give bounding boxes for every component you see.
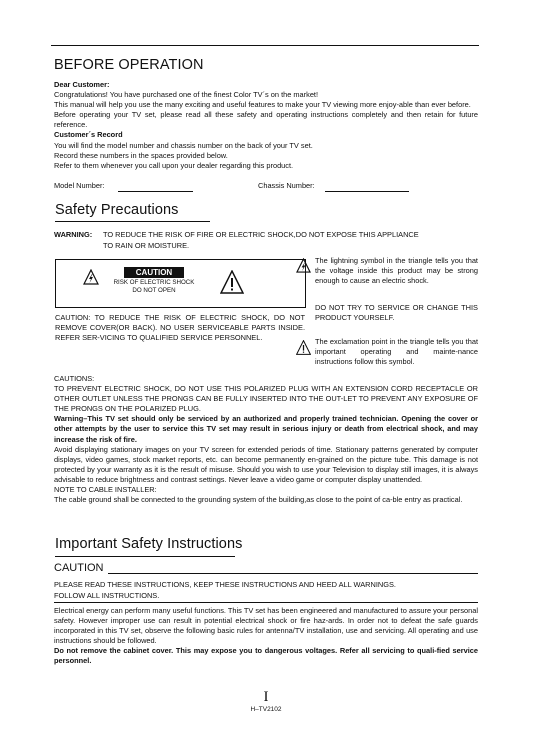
- do-not-try-text: DO NOT TRY TO SERVICE OR CHANGE THIS PRODUCT YOURSELF.: [315, 303, 478, 323]
- model-number-blank: [118, 191, 193, 192]
- record-these-text: Record these numbers in the spaces provided below.: [54, 150, 228, 160]
- lightning-symbol-text: The lightning symbol in the triangle tells you that the voltage inside this product may be strong enough to cause an electric shock.: [315, 256, 478, 286]
- read-instructions-line-2: FOLLOW ALL INSTRUCTIONS.: [54, 591, 160, 600]
- safety-title-underline: [55, 221, 210, 222]
- before-operating-text: Before operating your TV set, please read all these safety and operating instructions completely and then retain for future reference.: [54, 110, 478, 130]
- lightning-triangle-icon: [83, 269, 99, 285]
- before-operation-body: [54, 80, 478, 171]
- top-rule: [51, 45, 479, 46]
- safety-precautions-title: Safety Precautions: [55, 202, 179, 218]
- cable-installer-heading: NOTE TO CABLE INSTALLER:: [54, 485, 157, 495]
- caution-sub-line-2: DO NOT OPEN: [132, 287, 176, 294]
- cable-installer-text: The cable ground shall be connected to the grounding system of the building,as close to the point of ca-ble entry as practical.: [54, 495, 463, 505]
- cautions-heading: CAUTIONS:: [54, 374, 95, 383]
- caution-sub-text: [112, 279, 196, 295]
- cautions-section: [54, 374, 478, 505]
- important-title-underline: [55, 556, 235, 557]
- electrical-energy-text: Electrical energy can perform many useful functions. This TV set has been engineered and manufactured to assure your personal safety. However improper use can result in potential electrical shock or fire haz-ards. In order not to defeat the safe guards incorporated in this TV set, observe the following basic rules for antenna/TV installation, use and servicing. All operating and use instructions should be followed.: [54, 606, 478, 646]
- customer-record-heading: Customer´s Record: [54, 130, 123, 140]
- caution-heading: CAUTION: [54, 562, 104, 574]
- cabinet-cover-text: Do not remove the cabinet cover. This may expose you to dangerous voltages. Refer all servicing to quali-fied service personnel.: [54, 646, 478, 666]
- before-operation-title: BEFORE OPERATION: [54, 57, 204, 73]
- model-number-label: Model Number:: [54, 181, 105, 190]
- caution-sub-line-1: RISK OF ELECTRIC SHOCK: [113, 279, 195, 286]
- caution-box-text: CAUTION: TO REDUCE THE RISK OF ELECTRIC SHOCK, DO NOT REMOVE COVER(OR BACK). NO USER SERVICEABLE PARTS INSIDE. REFER SER-VICING TO QUALIFIED SERVICE PERSONNEL.: [55, 313, 305, 343]
- electrical-energy-section: [54, 606, 478, 667]
- manual-text: This manual will help you use the many exciting and useful features to make your TV viewing more enjoy-able than ever before.: [54, 100, 471, 110]
- exclamation-symbol-icon: [296, 340, 311, 355]
- warning-line-1: TO REDUCE THE RISK OF FIRE OR ELECTRIC SHOCK,DO NOT EXPOSE THIS APPLIANCE: [103, 230, 419, 239]
- caution-heading-rule: [108, 573, 478, 574]
- page-number: I: [263, 689, 269, 705]
- exclamation-symbol-text: The exclamation point in the triangle tells you that important operating and mainte-nance instructions follow this symbol.: [315, 337, 478, 367]
- instructions-rule: [54, 602, 478, 603]
- warning-service-text: Warning–This TV set should only be serviced by an authorized and properly trained technician. Opening the cover or other attempts by the user to service this TV set may result in serious injury or death from electrical shock, and may increase the risk of fire.: [54, 414, 478, 444]
- chassis-number-blank: [325, 191, 409, 192]
- record-refer-text: Refer to them whenever you call upon your dealer regarding this product.: [54, 160, 294, 170]
- read-instructions-line-1: PLEASE READ THESE INSTRUCTIONS, KEEP THESE INSTRUCTIONS AND HEED ALL WARNINGS.: [54, 580, 396, 589]
- exclamation-triangle-icon: [220, 270, 244, 294]
- cautions-text: TO PREVENT ELECTRIC SHOCK, DO NOT USE THIS POLARIZED PLUG WITH AN EXTENSION CORD RECEPTACLE OR OTHER OUTLET UNLESS THE PRONGS CAN BE FULLY INSERTED INTO THE OUT-LET TO PREVENT ANY EXPOSURE OF THE PRONGS ON THE POLARIZED PLUG.: [54, 384, 478, 414]
- congrats-text: Congratulations! You have purchased one of the finest Color TV´s on the market!: [54, 90, 319, 100]
- model-code: H–TV2102: [250, 706, 282, 713]
- important-safety-title: Important Safety Instructions: [55, 536, 243, 552]
- lightning-symbol-icon: [296, 258, 311, 273]
- warning-line-2: TO RAIN OR MOISTURE.: [103, 241, 190, 250]
- warning-label: WARNING:: [54, 230, 93, 239]
- chassis-number-label: Chassis Number:: [258, 181, 315, 190]
- avoid-stationary-text: Avoid displaying stationary images on your TV screen for extended periods of time. Stationary patterns generated by computer displays, video games, stock market reports, etc. can become permanently en-grained on the picture tube. This damage is not protected by your warranty as it is the result of misuse. Should you wish to use your Television to display still images, it is always advisable to reduce brightness and contrast settings. Never leave a video game or computer display unattended.: [54, 444, 478, 484]
- caution-label: CAUTION: [124, 267, 184, 278]
- dear-customer: Dear Customer:: [54, 80, 110, 89]
- record-find-text: You will find the model number and chassis number on the back of your TV set.: [54, 140, 313, 150]
